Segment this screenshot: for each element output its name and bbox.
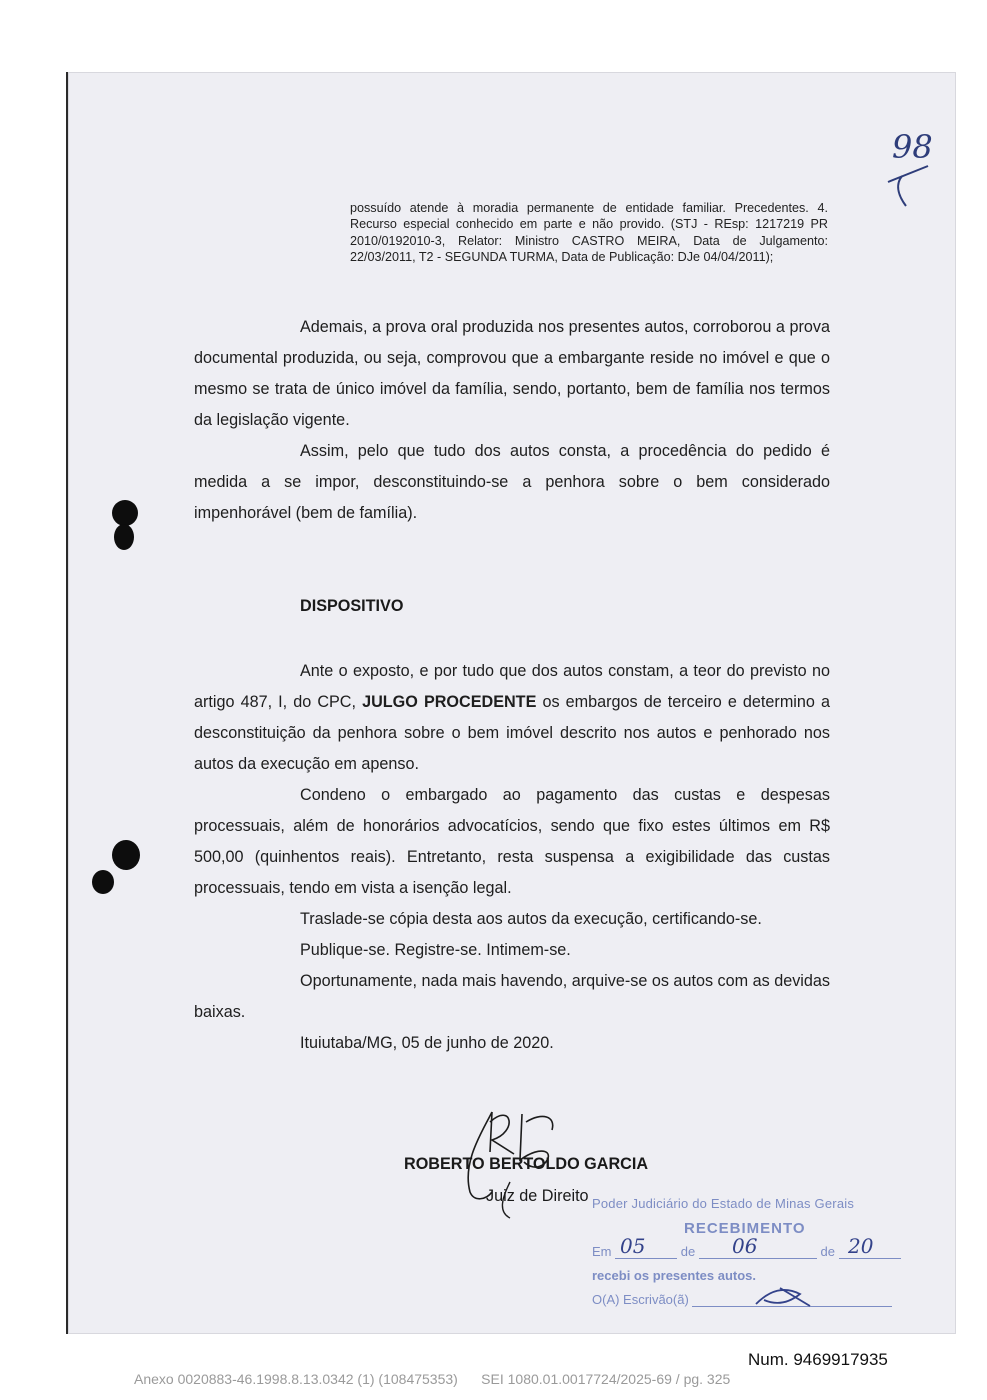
stamp-em: Em: [592, 1244, 612, 1259]
stamp-title: RECEBIMENTO: [684, 1220, 806, 1237]
jurisprudence-quote: [350, 200, 828, 266]
footer-annex-line: [134, 1371, 730, 1387]
handwritten-page-number: 98: [892, 128, 933, 166]
punch-hole-bottom-b: [92, 870, 114, 894]
punch-hole-top-a: [112, 500, 138, 526]
stamp-month: 06: [732, 1234, 758, 1258]
quote-text: possuído atende à moradia permanente de entidade familiar. Precedentes. 4. Recurso especial conhecido em parte e não provido. (STJ - REsp: 1217219 PR 2010/0192010-3, Relator: Ministro CASTRO MEIRA, Data de Julgamento: 22/03/2011, T2 - SEGUNDA TURMA, Data de Publicação: DJe 04/04/2011);: [350, 201, 828, 265]
stamp-received-text: recebi os presentes autos.: [592, 1268, 757, 1283]
footer-annex: Anexo 0020883-46.1998.8.13.0342 (1) (108475353): [134, 1371, 458, 1387]
punch-hole-top-b: [114, 524, 134, 550]
stamp-clerk-label: O(A) Escrivão(ã): [592, 1292, 689, 1307]
ruling-text-a: Ante o exposto, e por tudo que dos autos constam, a teor do previsto no artigo 487, I, do CPC,: [194, 662, 830, 711]
stamp-day: 05: [620, 1234, 646, 1258]
place-date: Ituiutaba/MG, 05 de junho de 2020.: [300, 1034, 554, 1052]
paragraph-condeno: Condeno o embargado ao pagamento das custas e despesas processuais, além de honorários advocatícios, sendo que fixo estes últimos em R$ 500,00 (quinhentos reais). Entretanto, resta suspensa a exigibilidade das custas processuais, tendo em vista a isenção legal.: [194, 786, 830, 897]
paragraph-ademais: Ademais, a prova oral produzida nos presentes autos, corroborou a prova documental produzida, ou seja, comprovou que a embargante reside no imóvel e que o mesmo se trata de único imóvel da família, sendo, portanto, bem de família nos termos da legislação vigente.: [194, 318, 830, 429]
stamp-court-name: Poder Judiciário do Estado de Minas Gerais: [592, 1196, 855, 1211]
paragraph-traslade: Traslade-se cópia desta aos autos da execução, certificando-se.: [300, 910, 762, 928]
document-page: [66, 72, 956, 1334]
judge-role: Juiz de Direito: [486, 1187, 589, 1205]
document-number: Num. 9469917935: [748, 1350, 888, 1369]
paragraph-publique: Publique-se. Registre-se. Intimem-se.: [300, 941, 571, 959]
section-heading: DISPOSITIVO: [300, 597, 404, 615]
receipt-stamp: [590, 1196, 910, 1326]
judge-name: ROBERTO BERTOLDO GARCIA: [404, 1155, 649, 1173]
footer-sei: SEI 1080.01.0017724/2025-69 / pg. 325: [481, 1371, 731, 1387]
rubric-mark: [884, 160, 934, 220]
clerk-rubric: [750, 1280, 830, 1310]
stamp-year: 20: [848, 1234, 874, 1258]
stamp-de-1: de: [680, 1244, 696, 1259]
stamp-de-2: de: [820, 1244, 835, 1259]
body-text-2: [194, 656, 830, 1059]
paragraph-oportunamente: Oportunamente, nada mais havendo, arquive-se os autos com as devidas baixas.: [194, 972, 830, 1021]
ruling-text-b: os embargos de terceiro e determino a desconstituição da penhora sobre o bem imóvel descrito nos autos e penhorado nos autos da execução em apenso.: [194, 693, 830, 773]
body-text-1: [194, 312, 830, 529]
punch-hole-bottom-a: [112, 840, 140, 870]
ruling-bold: JULGO PROCEDENTE: [362, 693, 537, 711]
paragraph-ante-o-exposto: [194, 656, 830, 780]
paragraph-assim: Assim, pelo que tudo dos autos consta, a procedência do pedido é medida a se impor, desconstituindo-se a penhora sobre o bem considerado impenhorável (bem de família).: [194, 442, 830, 522]
